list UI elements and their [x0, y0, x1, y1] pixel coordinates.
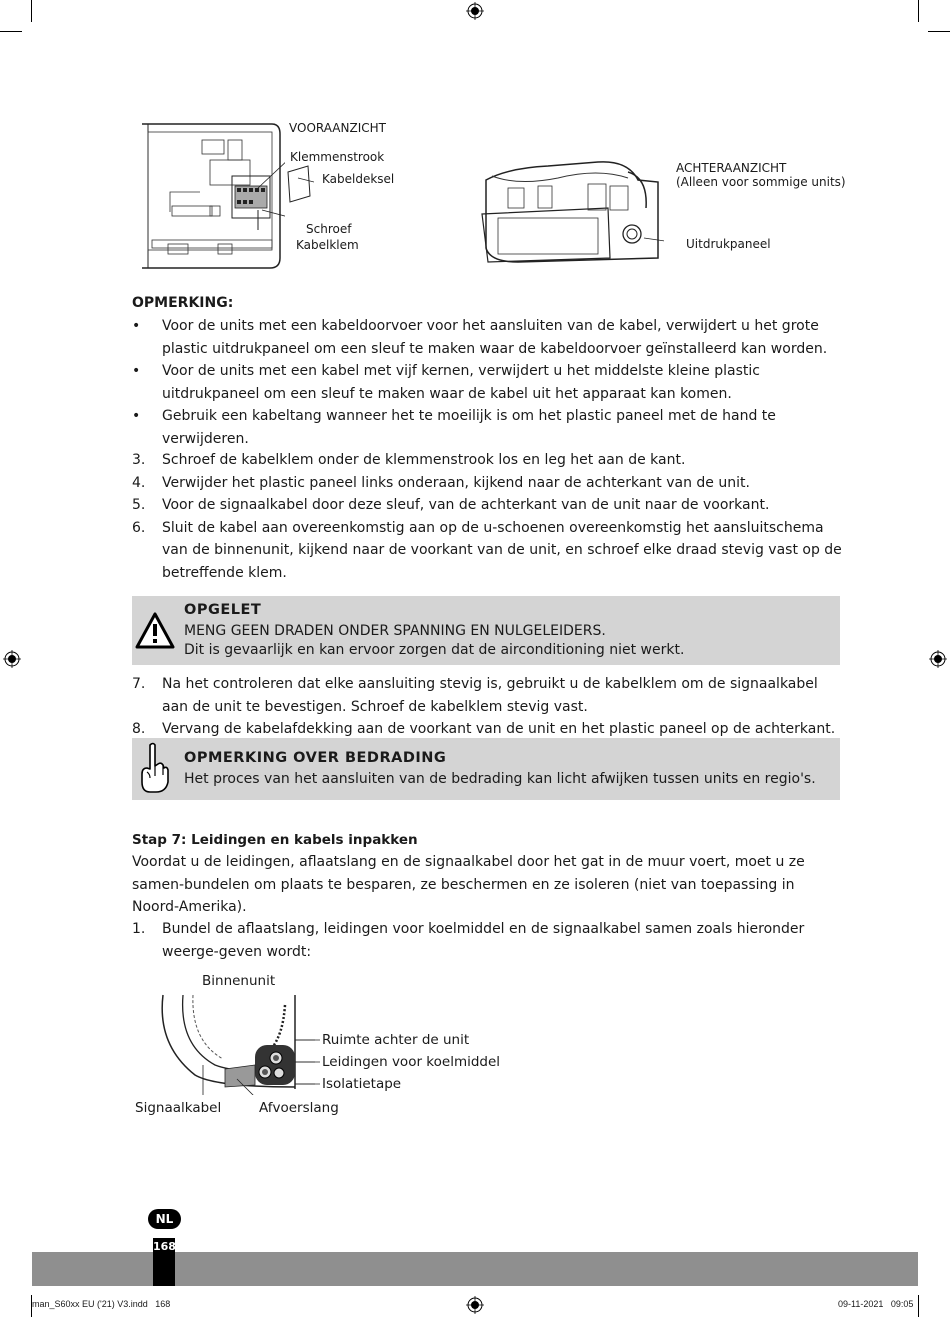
cable-clamp-label: Kabelklem [296, 238, 359, 252]
registration-mark-icon [466, 2, 484, 20]
rear-view-note: (Alleen voor sommige units) [676, 175, 846, 189]
signal-cable-label: Signaalkabel [135, 1100, 222, 1116]
wiring-note-box [132, 738, 840, 800]
caution-title: OPGELET [184, 602, 262, 618]
list-item: 8. Vervang de kabelafdekking aan de voorkant van de unit en het plastic paneel op de achterkant. [132, 721, 836, 737]
caution-line-1: MENG GEEN DRADEN ONDER SPANNING EN NULGELEIDERS. [184, 623, 606, 639]
space-behind-label: Ruimte achter de unit [322, 1032, 470, 1048]
front-view-drawing [140, 120, 285, 270]
step7-heading: Stap 7: Leidingen en kabels inpakken [132, 832, 418, 848]
cable-cover-drawing [284, 164, 314, 206]
list-item: 6. Sluit de kabel aan overeenkomstig aan op de u-schoenen overeenkomstig het aansluitschema van de binnenunit, kijkend naar de voorkant van de unit, en schroef elke draad stevig vast op de betreffende klem. [132, 519, 842, 581]
step7-intro: Voordat u de leidingen, aflaatslang en de signaalkabel door het gat in de muur voert, moet u ze samen-bundelen om plaats te besparen, ze beschermen en ze isoleren (niet van toepassing in Noord-Amerika). [132, 854, 805, 915]
crop-mark [928, 31, 950, 32]
caution-line-2: Dit is gevaarlijk en kan ervoor zorgen dat de airconditioning niet werkt. [184, 642, 685, 658]
rear-view-drawing [478, 158, 664, 268]
crop-mark [0, 31, 22, 32]
list-item: 3. Schroef de kabelklem onder de klemmenstrook los en leg het aan de kant. [132, 452, 686, 468]
list-item: 1. Bundel de aflaatslang, leidingen voor koelmiddel en de signaalkabel samen zoals hieronder weerge-geven wordt: [132, 921, 805, 960]
crop-mark [918, 0, 919, 22]
list-item: • Gebruik een kabeltang wanneer het te moeilijk is om het plastic paneel met de hand te verwijderen. [132, 408, 776, 447]
front-view-title: VOORAANZICHT [289, 121, 386, 135]
registration-mark-icon [466, 1296, 484, 1314]
drain-hose-label: Afvoerslang [259, 1100, 339, 1116]
note-bullet-list [132, 315, 844, 450]
wiring-note-title: OPMERKING OVER BEDRADING [184, 750, 447, 766]
crop-mark [918, 1295, 919, 1317]
list-item: 4. Verwijder het plastic paneel links onderaan, kijkend naar de achterkant van de unit. [132, 474, 750, 491]
steps-list [132, 673, 844, 741]
screw-label: Schroef [306, 222, 352, 236]
warning-triangle-icon [135, 612, 175, 650]
language-badge: NL [148, 1209, 181, 1229]
page-number: 168 [153, 1240, 176, 1253]
leader-lines [295, 1036, 325, 1096]
knockout-panel-label: Uitdrukpaneel [686, 237, 771, 251]
steps-list [132, 449, 844, 584]
insulation-tape-label: Isolatietape [322, 1076, 402, 1092]
note-heading: OPMERKING: [132, 295, 234, 311]
wiring-note-text: Het proces van het aansluiten van de bedrading kan licht afwijken tussen units en regio's. [184, 771, 816, 787]
list-item: 5. Voor de signaalkabel door deze sleuf, van de achterkant van de unit naar de voorkant. [132, 497, 770, 513]
bundle-drawing [155, 985, 315, 1095]
step7-list [132, 918, 844, 963]
registration-mark-icon [3, 650, 21, 668]
caution-box [132, 596, 840, 665]
registration-mark-icon [929, 650, 947, 668]
refrigerant-pipes-label: Leidingen voor koelmiddel [322, 1054, 501, 1070]
rear-view-title: ACHTERAANZICHT [676, 161, 787, 175]
crop-mark [31, 0, 32, 22]
indoor-unit-label: Binnenunit [202, 973, 276, 989]
list-item: • Voor de units met een kabeldoorvoer voor het aansluiten van de kabel, verwijdert u het grote plastic uitdrukpaneel om een sleuf te maken waar de kabeldoorvoer geïnstalleerd kan worden. [132, 318, 828, 357]
list-item: 7. Na het controleren dat elke aansluiting stevig is, gebruikt u de kabelklem om de signaalkabel aan de unit te bevestigen. Schroef de kabelklem stevig vast. [132, 676, 818, 715]
cable-cover-label: Kabeldeksel [322, 172, 395, 186]
terminal-strip-label: Klemmenstrook [290, 150, 385, 164]
footer-timestamp: 09-11-2021 09:05 [838, 1299, 914, 1309]
list-item: • Voor de units met een kabel met vijf kernen, verwijdert u het middelste kleine plastic uitdrukpaneel om een sleuf te maken waar de kabel uit het apparaat kan komen. [132, 363, 760, 402]
pointing-hand-icon [138, 742, 170, 796]
footer-file-name: man_S60xx EU ('21) V3.indd 168 [32, 1299, 171, 1309]
